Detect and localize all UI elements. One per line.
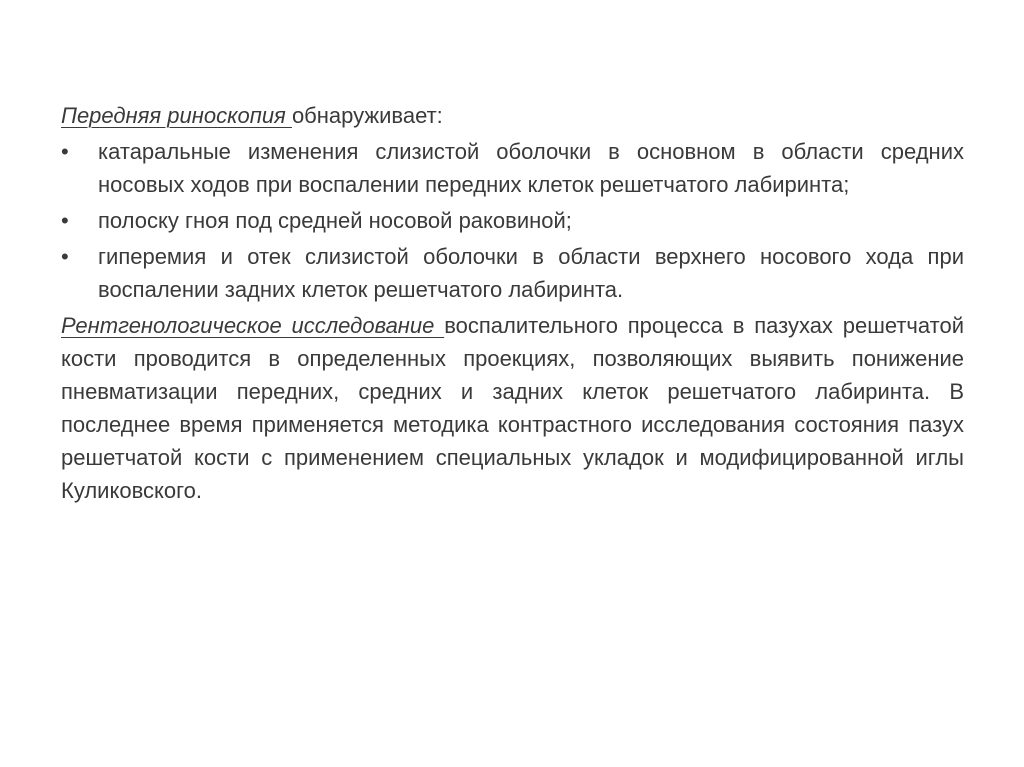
lead-term-anterior-rhinoscopy: Передняя риноскопия [61,103,292,128]
bullet-icon: • [61,139,69,164]
list-item-text: гиперемия и отек слизистой оболочки в области верхнего носового хода при воспалении задних клеток решетчатого лабиринта. [98,244,964,302]
list-item [61,135,964,201]
list-item [61,204,964,237]
paragraph-text: воспалительного процесса в пазухах решетчатой кости проводится в определенных проекциях, позволяющих выявить понижение пневматизации передних, средних и задних клеток решетчатого лабиринта. В последнее время применяется методика контрастного исследования состояния пазух решетчатой кости с применением специальных укладок и модифицированной иглы Куликовского. [61,313,964,503]
paragraph-text: обнаруживает: [291,103,443,128]
bullet-icon: • [61,208,69,233]
bullet-icon: • [61,244,69,269]
findings-list [61,135,964,306]
list-item [61,240,964,306]
paragraph-xray-examination [61,309,964,507]
lead-term-xray-examination: Рентгенологическое исследование [61,313,445,338]
paragraph-anterior-rhinoscopy [61,99,964,132]
list-item-text: катаральные изменения слизистой оболочки в основном в области средних носовых ходов при воспалении передних клеток решетчатого лабиринта; [98,139,964,197]
list-item-text: полоску гноя под средней носовой раковиной; [98,208,572,233]
slide-body [61,99,964,507]
